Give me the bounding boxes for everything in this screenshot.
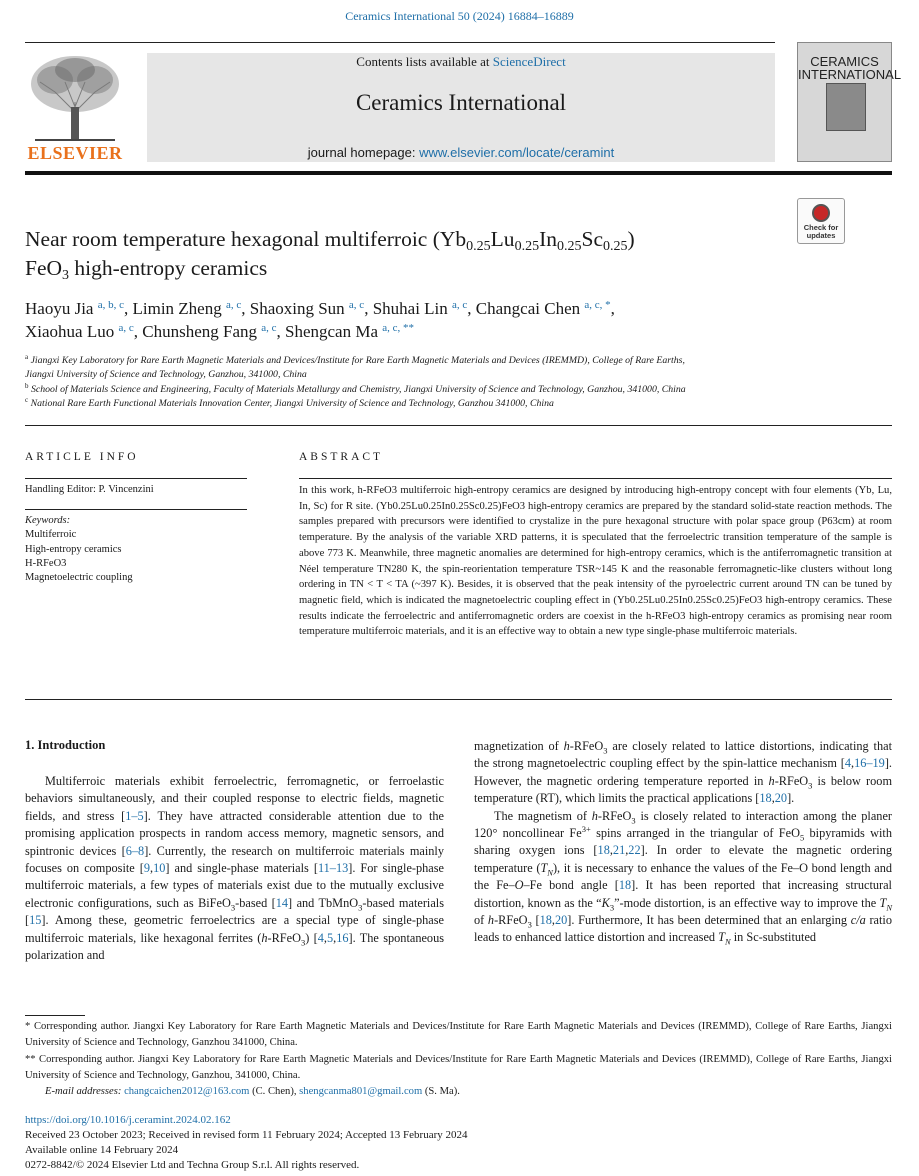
footnote-corresponding-1: * Corresponding author. Jiangxi Key Laboratory for Rare Earth Magnetic Materials and Devices/Institute for Rare Earth Magnetic Materials and Devices (IREMMD), College of Rare Earths, Jiangxi University of Science and Technology, Ganzhou 341000, China. (25, 1021, 892, 1048)
article-info-rule (25, 478, 247, 479)
footnote-corresponding-2: ** Corresponding author. Jiangxi Key Laboratory for Rare Earth Magnetic Materials and Devices/Institute for Rare Earth Magnetic Materials and Devices (IREMMD), College of Rare Earths, Jiangxi University of Science and Technology, Ganzhou, 341000, China. (25, 1054, 892, 1081)
intro-paragraph: The magnetism of h-RFeO$_3$ is closely related to interaction among the planer 120° noncollinear $Fe^{3+}$ spins arranged in the triangular of FeO$_5$ bipyramids with sharing oxygen ions [18,21,22]. In order to elevate the magnetic ordering temperature $(T_N)$, it is necessary to enhance the values of the Fe–O bond length and the Fe–O–Fe bond angle [18]. It has been reported that increasing structural distortion, known as the “$K_3$”-mode distortion, is an effective way to improve the $T_N$ of h-RFeO$_3$ [18,20]. Furthermore, It has been determined that an enlarging c/a ratio leads to enhanced lattice distortion and increased $T_N$ in Sc-substituted (474, 808, 893, 947)
check-for-updates-button[interactable] (797, 198, 845, 244)
intro-paragraph: magnetization of h-RFeO$_3$ are closely related to lattice distortions, indicating that the strong magnetoelectric coupling effect by the spin-lattice mechanism [4,16–19]. However, the magnetic ordering temperature reported in h-RFeO$_3$ is below room temperature (RT), which limits the practical applications [18,20]. (474, 739, 893, 806)
available-online: Available online 14 February 2024 (25, 1144, 179, 1156)
section-rule (25, 425, 892, 426)
email-link-chen[interactable]: changcaichen2012@163.com (124, 1086, 250, 1097)
abstract-rule (299, 478, 892, 479)
keywords-rule (25, 509, 247, 510)
affil-text: School of Materials Science and Engineering, Faculty of Materials Metallurgy and Chemistry, Jiangxi University of Science and Technology, Ganzhou, 341000, China (30, 384, 686, 395)
intro-column-right (474, 738, 892, 947)
author-affil-marks[interactable]: a, c (118, 322, 134, 334)
article-info-heading: ARTICLE INFO (25, 451, 139, 463)
journal-reference[interactable] (0, 9, 919, 24)
citation-link[interactable]: 9 (143, 861, 151, 876)
abstract-heading: ABSTRACT (299, 451, 384, 463)
citation-link[interactable]: 16 (336, 930, 349, 945)
keyword[interactable]: Multiferroic (25, 529, 77, 541)
affil-key: a (25, 353, 29, 361)
title-sub: 0.25 (602, 239, 628, 254)
title-sub: 0.25 (556, 239, 582, 254)
affil-key: b (25, 382, 29, 390)
citation-link[interactable]: 4 (844, 756, 851, 771)
footnote-emails (45, 1084, 892, 1100)
email-link-ma[interactable]: shengcanma801@gmail.com (299, 1086, 423, 1097)
author-name[interactable]: Shuhai Lin (372, 299, 448, 318)
email-owner: (S. Ma). (422, 1086, 460, 1097)
footnote-rule (25, 1015, 85, 1016)
sciencedirect-link[interactable]: ScienceDirect (492, 54, 566, 69)
author-name[interactable]: Chunsheng Fang (142, 322, 257, 341)
title-sub: 3 (62, 268, 70, 283)
affil-text: Jiangxi University of Science and Technology, Ganzhou, 341000, China (25, 369, 307, 380)
title-part: high-entropy ceramics (69, 256, 268, 280)
title-part: ) (627, 227, 635, 251)
citation-link[interactable]: 18 (759, 791, 772, 806)
header-thick-rule (25, 171, 892, 175)
cover-title-line1: CERAMICS (810, 54, 879, 69)
cover-title (798, 54, 902, 82)
homepage-link[interactable]: www.elsevier.com/locate/ceramint (419, 145, 615, 160)
doi-link[interactable]: https://doi.org/10.1016/j.ceramint.2024.02.162 (25, 1114, 231, 1126)
affil-key: c (25, 396, 29, 404)
citation-link[interactable]: 4 (317, 930, 324, 945)
citation-link[interactable]: 10 (153, 861, 166, 876)
author-name[interactable]: Shaoxing Sun (249, 299, 345, 318)
title-sub: 0.25 (514, 239, 540, 254)
intro-paragraph: Multiferroic materials exhibit ferroelectric, ferromagnetic, or ferroelastic behaviors simultaneously, and their coupled response to electric fields, magnetic fields, and stress [1–5]. They have attracted considerable attention due to the promising application prospects in random access memory, magnetic sensors, and spintronic devices [6–8]. Currently, the research on multiferroic materials mainly focuses on composite [9,10] and single-phase materials [11–13]. For single-phase multiferroic materials, a few types of materials exist due to the mutually exclusive electronic configurations, such as BiFeO$_3$-based [14] and TbMnO$_3$-based materials [15]. Among these, geometric ferroelectrics are a special type of single-phase multiferroic materials, like hexagonal ferrites (h-RFeO$_3$) [4,5,16]. The spontaneous polarization and (25, 774, 445, 963)
author-affil-marks[interactable]: a, b, c (97, 299, 124, 311)
bookmark-icon (812, 204, 830, 222)
citation-link[interactable]: 20 (774, 791, 788, 806)
contents-line (147, 54, 775, 70)
contents-prefix: Contents lists available at (356, 54, 493, 69)
keywords-label: Keywords: (25, 515, 71, 526)
citation-link[interactable]: 11–13 (317, 861, 349, 876)
intro-column-left (25, 773, 444, 964)
author-name[interactable]: Shengcan Ma (285, 322, 379, 341)
affiliation-a (25, 354, 892, 368)
citation-link[interactable]: 6–8 (125, 843, 145, 858)
author-name[interactable]: Haoyu Jia (25, 299, 94, 318)
check-updates-label: Check for updates (803, 223, 839, 240)
title-part: FeO (25, 256, 63, 280)
cover-image (826, 83, 866, 131)
keyword[interactable]: High-entropy ceramics (25, 543, 122, 555)
citation-link[interactable]: 18 (539, 913, 552, 928)
title-part: In (539, 227, 557, 251)
title-sub: 0.25 (466, 239, 491, 254)
author-affil-marks[interactable]: a, c, * (584, 299, 611, 311)
title-part: Lu (490, 227, 515, 251)
author-affil-marks[interactable]: a, c (261, 322, 277, 334)
citation-link[interactable]: 18 (597, 843, 610, 858)
affiliation-a-cont (25, 368, 892, 382)
abstract-text: In this work, h-RFeO3 multiferroic high-entropy ceramics are designed by introducing high-entropy concept with four elements (Yb, Lu, In, Sc) for R site. (Yb0.25Lu0.25In0.25Sc0.25)FeO3 high-entropy ceramics are prepared by the standard solid-state reaction methods. The samples prepared with precursors were identified to crystalize in the pure hexagonal structure with polar space group (P63cm) at room temperature. By the analysis of the variable XRD patterns, it is speculated that the ferroelectric transition temperature of the sample is above 773 K. Meanwhile, three magnetic anomalies are determined for high-entropy ceramics, which is the antiferromagnetic transition at Néel temperature TN280 K, the spin-reorientation temperature TSR~145 K and the reasonable ferromagnetic-like clusters without long ordering in TN < T < TA (~397 K). Besides, it is observed that the peak intensity of the pyroelectric current around TN can be tuned by magnetic field, which is indicated the magnetoelectric coupling effect in (Yb0.25Lu0.25In0.25Sc0.25)FeO3 high-entropy ceramics. These results indicate the ferroelectric and antiferromagnetic orders are coexist in the h-RFeO3 high-entropy ceramics as promising near room temperature multiferroic materials, and it is an effective way to obtain a new type single-phase multiferroic materials. (299, 485, 892, 638)
citation-link[interactable]: 21 (612, 843, 626, 858)
homepage-prefix: journal homepage: (307, 145, 420, 160)
affil-text: National Rare Earth Functional Materials Innovation Center, Jiangxi University of Science and Technology, Ganzhou 341000, China (30, 398, 554, 409)
elsevier-wordmark: ELSEVIER (27, 143, 123, 163)
citation-link[interactable]: 16–19 (854, 756, 885, 771)
received-dates: Received 23 October 2023; Received in revised form 11 February 2024; Accepted 13 February 2024 (25, 1129, 468, 1141)
handling-editor: Handling Editor: P. Vincenzini (25, 484, 154, 495)
doi-line[interactable] (25, 1113, 231, 1128)
citation-link[interactable]: 15 (29, 913, 42, 928)
intro-heading: 1. Introduction (25, 738, 106, 752)
author-list: Haoyu Jia $^{a, b, c}$, Limin Zheng $^{a, c}$, Shaoxing Sun $^{a, c}$, Shuhai Lin $^{a, c}$, Changcai Chen $^{a, c, *}$, Xiaohua Luo $^{a, c}$, Chunsheng Fang $^{a, c}$, Shengcan Ma $^{a, c, **}$ (25, 299, 615, 341)
author-name[interactable]: Changcai Chen (475, 299, 581, 318)
cover-title-line2: INTERNATIONAL (798, 67, 902, 82)
citation-link[interactable]: 14 (275, 895, 289, 910)
citation-link[interactable]: 5 (326, 930, 334, 945)
keyword[interactable]: H-RFeO3 (25, 557, 67, 569)
affil-text: Jiangxi Key Laboratory for Rare Earth Magnetic Materials and Devices/Institute for Rare Earth Magnetic Materials and Devices (IREMMD), College of Rare Earths, (30, 355, 685, 366)
keyword[interactable]: Magnetoelectric coupling (25, 572, 133, 584)
keywords-block (25, 514, 133, 585)
citation-link[interactable]: 20 (554, 913, 568, 928)
title-part: Near room temperature hexagonal multiferroic (Yb (25, 227, 467, 251)
journal-name: Ceramics International (355, 90, 567, 115)
email-owner: (C. Chen), (249, 1086, 300, 1097)
journal-reference-link[interactable]: Ceramics International 50 (2024) 16884–16889 (345, 9, 574, 23)
header-top-rule (25, 42, 775, 43)
journal-cover-thumbnail[interactable] (797, 42, 902, 162)
author-name[interactable]: Xiaohua Luo (25, 322, 115, 341)
copyright: 0272-8842/© 2024 Elsevier Ltd and Techna Group S.r.l. All rights reserved. (25, 1159, 360, 1171)
author-affil-marks[interactable]: a, c (348, 299, 365, 311)
affiliation-c (25, 397, 892, 411)
author-affil-marks[interactable]: a, c (225, 299, 242, 311)
author-affil-marks[interactable]: a, c, ** (382, 322, 415, 334)
affiliation-b (25, 383, 892, 397)
abstract-bottom-rule (25, 699, 892, 700)
author-name[interactable]: Limin Zheng (132, 299, 222, 318)
citation-link[interactable]: 18 (618, 878, 632, 893)
citation-link[interactable]: 1–5 (125, 808, 144, 823)
journal-banner (147, 53, 775, 162)
author-affil-marks[interactable]: a, c (452, 299, 468, 311)
email-label: E-mail addresses: (45, 1086, 125, 1097)
citation-link[interactable]: 22 (628, 843, 641, 858)
title-part: Sc (581, 227, 603, 251)
homepage-line (147, 145, 775, 160)
article-title (25, 225, 785, 283)
